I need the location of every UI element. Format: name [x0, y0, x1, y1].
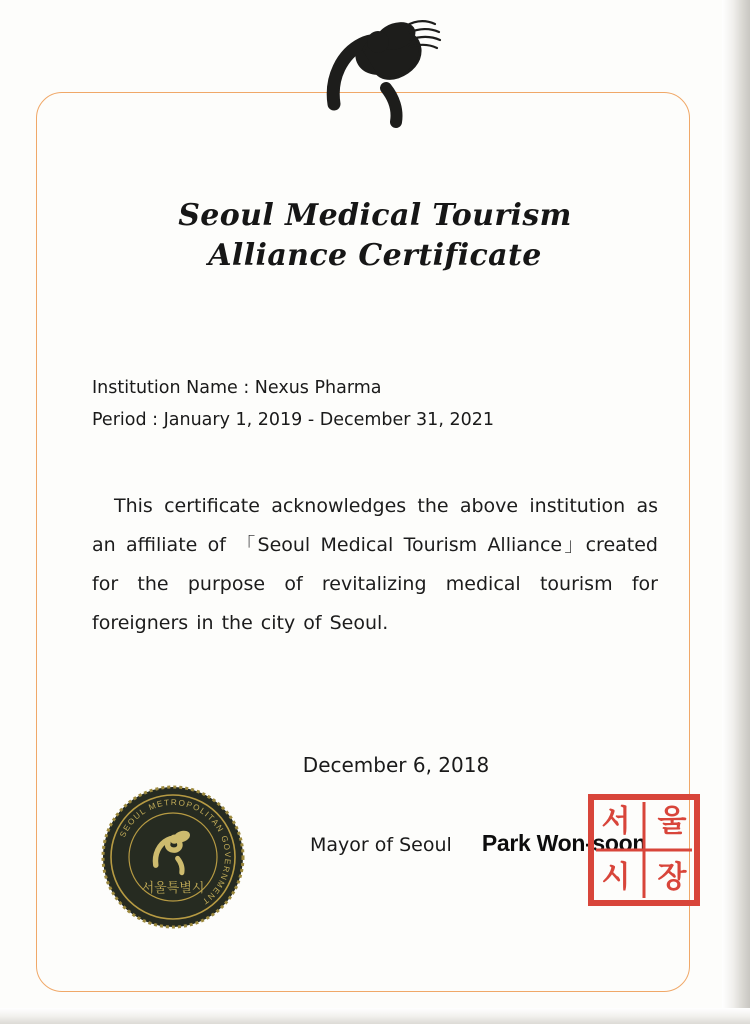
- institution-row: [92, 372, 662, 404]
- issue-date: December 6, 2018: [302, 753, 490, 777]
- red-official-stamp-icon: [588, 794, 700, 906]
- page-title: [0, 196, 750, 276]
- period-row: [92, 404, 662, 436]
- scan-edge-bottom: [0, 1008, 750, 1024]
- seal-center-text: 서울특별시: [141, 881, 205, 896]
- embossed-seal-icon: [100, 784, 246, 930]
- title-line-2: Alliance Certificate: [208, 238, 542, 273]
- signer-title: Mayor of Seoul: [310, 834, 452, 856]
- stamp-char-3: 시: [601, 860, 631, 895]
- title-line-1: Seoul Medical Tourism: [178, 198, 572, 233]
- stamp-char-4: 장: [657, 860, 687, 895]
- period-value: January 1, 2019 - December 31, 2021: [163, 410, 494, 430]
- period-label: Period :: [92, 410, 164, 430]
- scan-edge-right: [722, 0, 750, 1024]
- stamp-characters: [588, 794, 700, 906]
- stamp-char-1: 서: [601, 804, 631, 839]
- certificate-metadata: [92, 372, 662, 436]
- signer-name: Park Won-soon: [481, 830, 647, 856]
- institution-label: Institution Name :: [92, 378, 255, 398]
- certificate-body-text: This certificate acknowledges the above institution as an affiliate of 「Seoul Medical Tourism Alliance」created for the purpose of revitalizing medical tourism for foreigners in the city of Seoul.: [92, 495, 658, 634]
- stamp-char-2: 울: [657, 804, 687, 839]
- institution-name: Nexus Pharma: [254, 378, 382, 398]
- seal-ring-text: SEOUL METROPOLITAN GOVERNMENT: [118, 797, 233, 907]
- seoul-tourism-logo-icon: [290, 8, 460, 128]
